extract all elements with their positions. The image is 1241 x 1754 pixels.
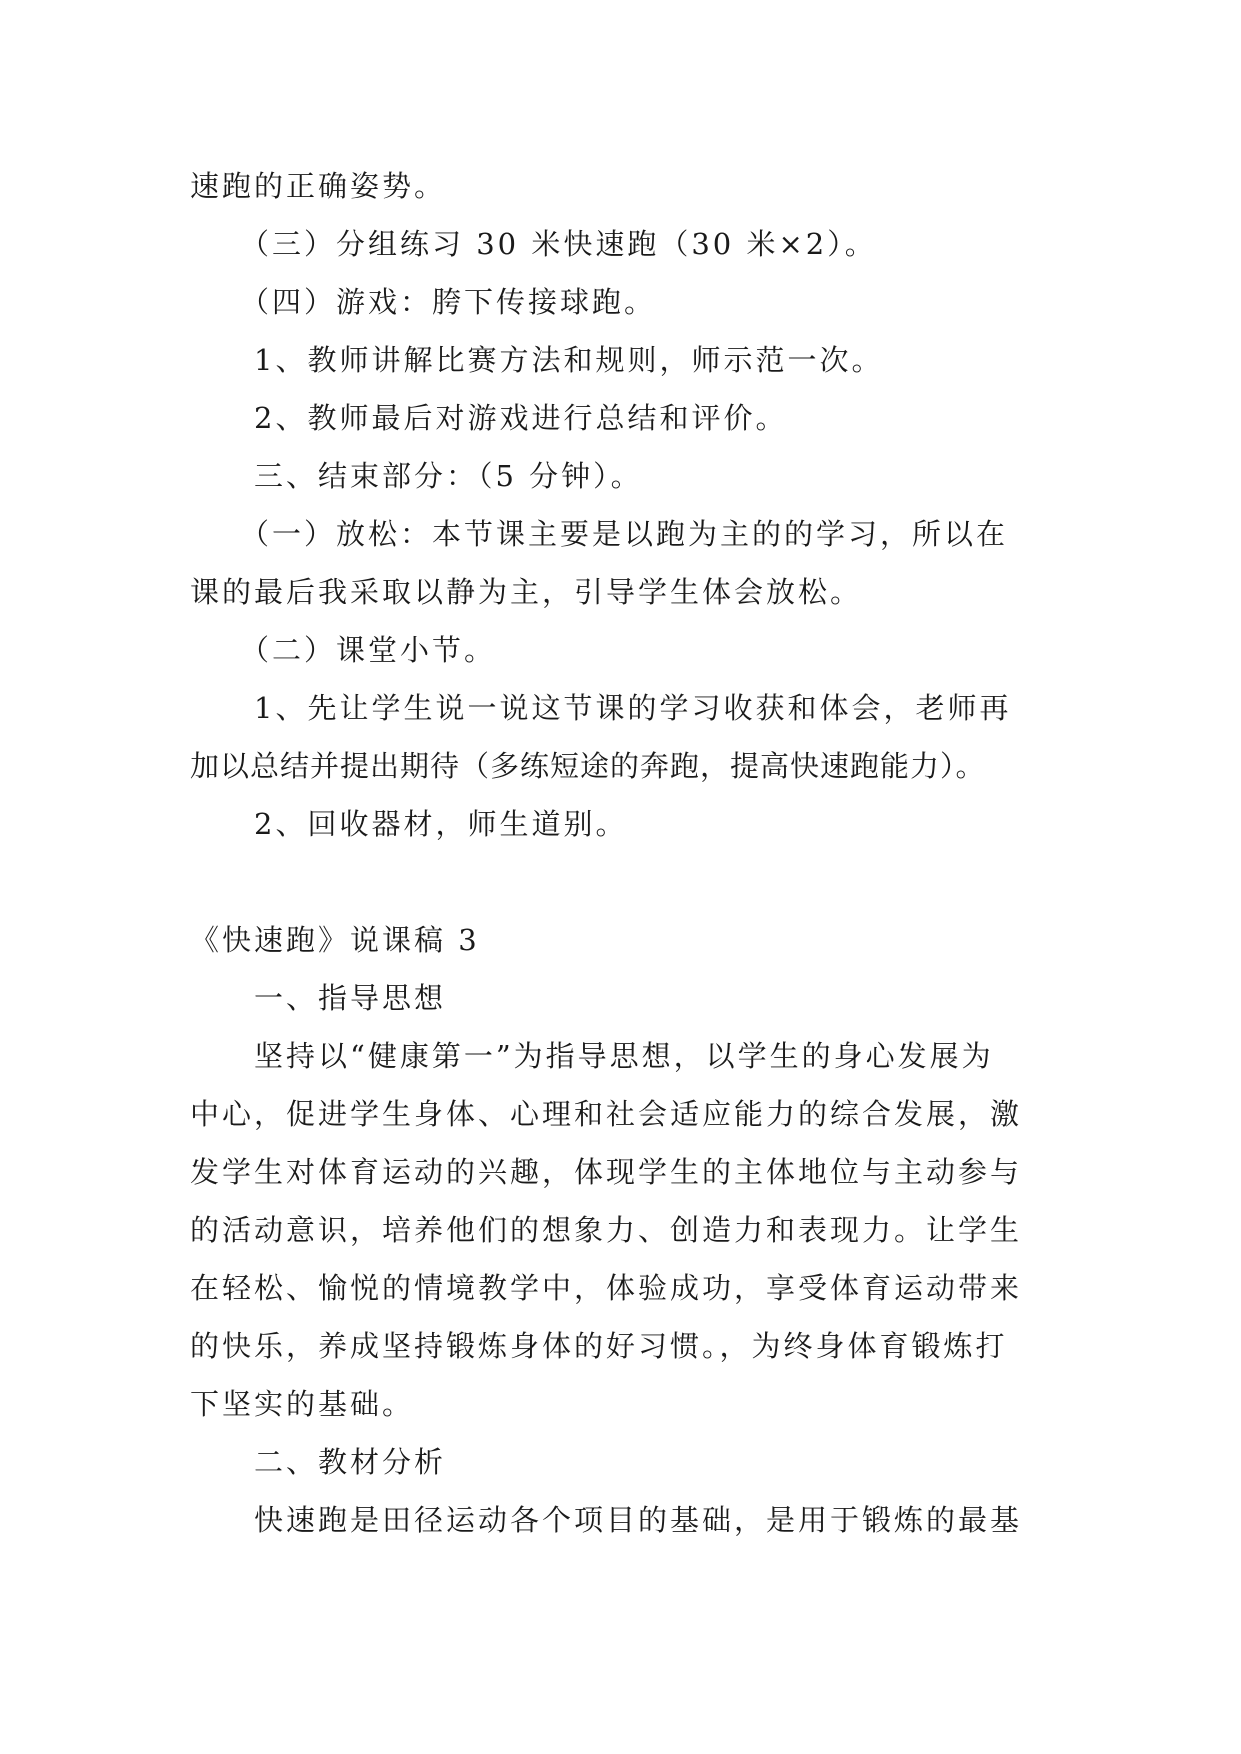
text-line: 一、指导思想 bbox=[254, 981, 447, 1015]
text-line: （四）游戏：胯下传接球跑。 bbox=[240, 285, 657, 319]
text-line: 加以总结并提出期待（多练短途的奔跑，提高快速跑能力）。 bbox=[190, 749, 986, 783]
text-line: 下坚实的基础。 bbox=[190, 1387, 415, 1421]
text-line: （一）放松：本节课主要是以跑为主的的学习，所以在 bbox=[240, 517, 1009, 551]
text-line: 三、结束部分：（5 分钟）。 bbox=[254, 459, 643, 493]
text-line: 的活动意识，培养他们的想象力、创造力和表现力。让学生 bbox=[190, 1213, 1023, 1247]
text-line: （二）课堂小节。 bbox=[240, 633, 497, 667]
text-line: 二、教材分析 bbox=[254, 1445, 447, 1479]
text-line: 的快乐，养成坚持锻炼身体的好习惯。，为终身体育锻炼打 bbox=[190, 1329, 1008, 1363]
text-line: 2、回收器材，师生道别。 bbox=[254, 807, 628, 841]
text-line: 快速跑是田径运动各个项目的基础，是用于锻炼的最基 bbox=[254, 1503, 1023, 1537]
text-line: 中心，促进学生身体、心理和社会适应能力的综合发展，激 bbox=[190, 1097, 1023, 1131]
text-line: 在轻松、愉悦的情境教学中，体验成功，享受体育运动带来 bbox=[190, 1271, 1023, 1305]
text-line: 1、教师讲解比赛方法和规则，师示范一次。 bbox=[254, 343, 884, 377]
text-line: 发学生对体育运动的兴趣，体现学生的主体地位与主动参与 bbox=[190, 1155, 1023, 1189]
section-heading: 《快速跑》说课稿 3 bbox=[190, 923, 480, 957]
text-line: 2、教师最后对游戏进行总结和评价。 bbox=[254, 401, 788, 435]
text-line: 课的最后我采取以静为主，引导学生体会放松。 bbox=[190, 575, 863, 609]
text-line: 坚持以“健康第一”为指导思想，以学生的身心发展为 bbox=[254, 1039, 994, 1073]
text-line: 1、先让学生说一说这节课的学习收获和体会，老师再 bbox=[254, 691, 1012, 725]
text-line: 速跑的正确姿势。 bbox=[190, 169, 447, 203]
text-line: （三）分组练习 30 米快速跑（30 米×2）。 bbox=[240, 227, 877, 261]
